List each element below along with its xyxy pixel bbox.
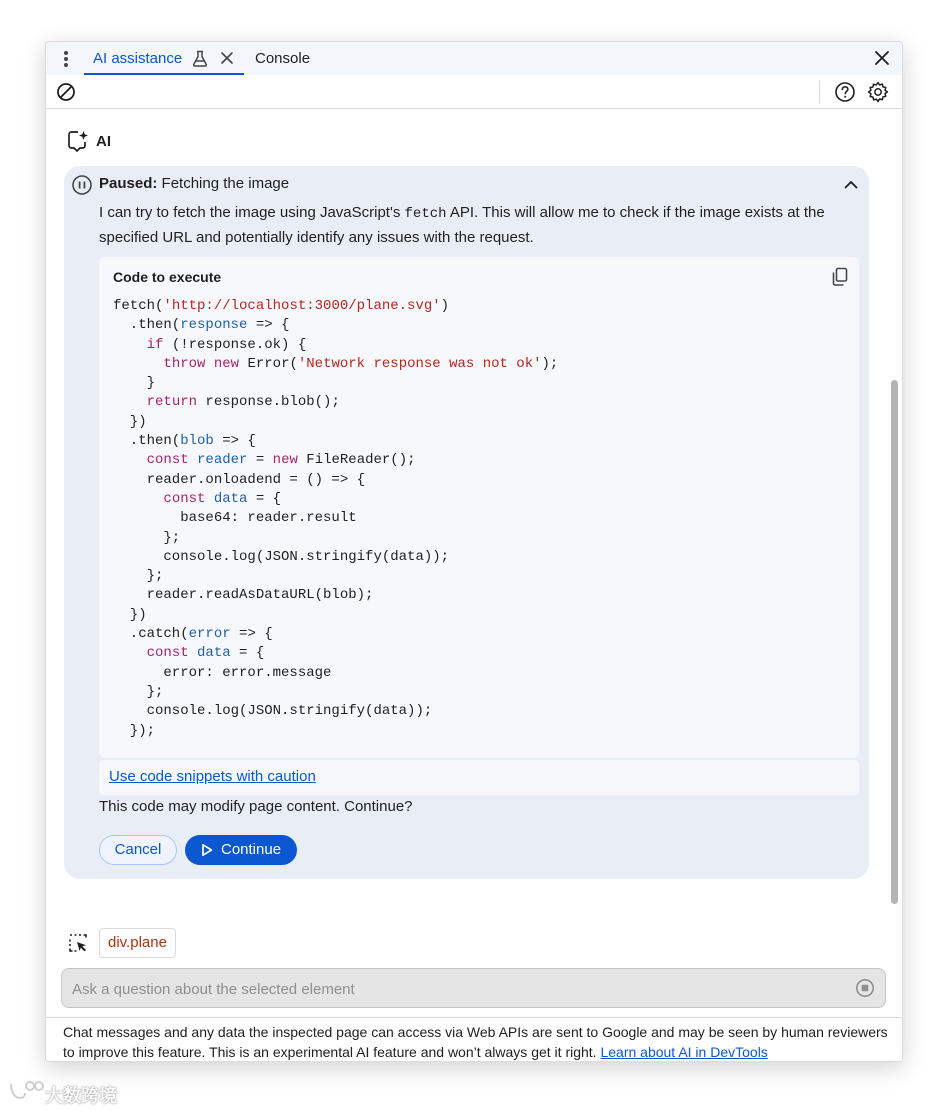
- close-icon[interactable]: [219, 50, 235, 66]
- code-line: [113, 626, 273, 642]
- code-token: [113, 394, 147, 410]
- learn-more-link[interactable]: Learn about AI in DevTools: [600, 1044, 768, 1060]
- select-element-icon[interactable]: [68, 933, 88, 953]
- context-chip[interactable]: div.plane: [99, 928, 176, 958]
- step-status-text: Fetching the image: [157, 175, 290, 192]
- code-token: const: [146, 452, 189, 469]
- code-line: [113, 298, 449, 314]
- code-line: [113, 665, 331, 681]
- toolbar: [46, 75, 902, 109]
- code-token: response.blob();: [197, 394, 340, 411]
- sparkle-icon: [66, 129, 90, 153]
- code-token: };: [113, 529, 181, 546]
- code-token: [113, 645, 147, 661]
- code-token: [189, 645, 197, 661]
- code-line: [113, 472, 365, 488]
- code-token: FileReader();: [297, 452, 416, 469]
- code-token: response: [180, 317, 248, 334]
- stop-icon[interactable]: [855, 978, 875, 998]
- code-line: [113, 356, 558, 372]
- code-token: error: error.message: [113, 664, 332, 681]
- code-line: [113, 607, 147, 623]
- desc-code: fetch: [404, 206, 447, 222]
- code-line: [113, 375, 155, 391]
- code-line: [113, 452, 416, 468]
- code-token: throw: [163, 355, 206, 372]
- code-token: new: [272, 452, 298, 469]
- code-token: [113, 337, 147, 353]
- watermark-logo-icon: [8, 1078, 44, 1104]
- code-token: [113, 356, 163, 372]
- code-line: [113, 510, 357, 526]
- code-token: =: [247, 452, 273, 469]
- code-token: const: [146, 645, 189, 662]
- code-token: [205, 356, 213, 372]
- code-line: [113, 587, 373, 603]
- code-token: (!response.ok) {: [163, 336, 307, 353]
- code-content: [113, 297, 558, 741]
- code-token: data: [197, 645, 231, 662]
- ask-input[interactable]: [70, 976, 844, 1002]
- continue-label: Continue: [221, 841, 282, 858]
- code-token: console.log(JSON.stringify(data));: [113, 548, 450, 565]
- code-token: => {: [247, 317, 290, 334]
- caution-bar: [99, 760, 859, 795]
- code-token: [189, 452, 197, 468]
- continue-button[interactable]: [185, 835, 297, 865]
- code-token: }: [113, 375, 156, 392]
- code-line: [113, 317, 289, 333]
- code-token: [113, 491, 163, 507]
- toolbar-divider: [819, 81, 820, 103]
- watermark-text: 大数跨境: [45, 1086, 117, 1106]
- code-line: [113, 433, 256, 449]
- code-token: => {: [213, 433, 256, 450]
- code-token: }): [113, 606, 147, 623]
- code-token: base64: reader.result: [113, 510, 357, 527]
- code-token: = {: [230, 645, 265, 662]
- help-icon[interactable]: [834, 81, 856, 103]
- code-token: console.log(JSON.stringify(data));: [113, 703, 433, 720]
- tab-console[interactable]: Console: [255, 50, 311, 67]
- disclaimer-text: [63, 1022, 893, 1062]
- code-token: [113, 452, 147, 468]
- code-token: data: [213, 490, 248, 507]
- desc-after: API. This will allow me to check if the image exists at the specified URL and potentially identify any issues with the request.: [99, 204, 825, 246]
- code-token: = {: [247, 490, 282, 507]
- cancel-button[interactable]: Cancel: [99, 835, 177, 865]
- code-token: error: [188, 626, 231, 643]
- agent-step-panel: [64, 166, 869, 879]
- code-token: Error(: [239, 355, 298, 372]
- code-token: ): [440, 298, 450, 314]
- code-token: .then(: [113, 317, 181, 334]
- code-line: [113, 337, 306, 353]
- code-token: return: [146, 394, 198, 411]
- code-token: if: [146, 336, 164, 353]
- ask-box: [61, 968, 886, 1008]
- code-token: [205, 491, 213, 507]
- code-token: reader.readAsDataURL(blob);: [113, 587, 374, 604]
- code-token: .catch(: [113, 626, 189, 643]
- kebab-icon[interactable]: [58, 49, 74, 69]
- desc-before: I can try to fetch the image using JavaScript's: [99, 204, 405, 221]
- code-line: [113, 684, 163, 700]
- code-token: };: [113, 568, 164, 585]
- disclaimer-body: Chat messages and any data the inspected page can access via Web APIs are sent to Google and may be seen by human reviewers to improve this feature. This is an experimental AI feature and won’t always get it right.: [63, 1024, 888, 1060]
- ai-label: AI: [96, 133, 111, 150]
- code-token: );: [541, 355, 559, 372]
- code-line: [113, 530, 180, 546]
- code-line: [113, 723, 155, 739]
- code-line: [113, 645, 264, 661]
- tab-bar: [46, 42, 902, 76]
- code-token: .then(: [113, 433, 181, 450]
- step-status-bold: Paused:: [99, 175, 158, 192]
- step-status: [99, 175, 289, 192]
- step-description: [99, 201, 859, 250]
- tab-ai-assistance-label: AI assistance: [93, 50, 183, 67]
- code-block: [99, 257, 859, 758]
- gear-icon[interactable]: [867, 81, 889, 103]
- block-icon[interactable]: [56, 82, 76, 102]
- code-line: [113, 394, 340, 410]
- code-token: blob: [180, 433, 214, 450]
- code-token: 'Network response was not ok': [297, 355, 542, 372]
- code-token: => {: [230, 626, 273, 643]
- pause-icon: [71, 174, 93, 196]
- code-block-title: Code to execute: [113, 269, 222, 285]
- code-line: [113, 414, 147, 430]
- code-token: }): [113, 413, 147, 430]
- code-token: 'http://localhost:3000/plane.svg': [163, 298, 441, 314]
- code-token: fetch(: [113, 298, 164, 314]
- scrollbar-thumb[interactable]: [891, 380, 898, 904]
- play-icon: [201, 843, 213, 857]
- confirm-text: This code may modify page content. Continue?: [99, 798, 413, 815]
- close-panel-icon[interactable]: [874, 50, 890, 66]
- copy-icon[interactable]: [831, 267, 849, 287]
- disclaimer-footer: [46, 1017, 902, 1062]
- code-token: reader.onloadend = () => {: [113, 471, 366, 488]
- code-line: [113, 703, 432, 719]
- code-token: new: [213, 355, 240, 372]
- code-token: });: [113, 722, 156, 739]
- flask-icon: [192, 50, 208, 67]
- code-token: const: [163, 490, 206, 507]
- code-line: [113, 549, 449, 565]
- code-line: [113, 568, 163, 584]
- caution-link[interactable]: Use code snippets with caution: [109, 768, 316, 785]
- chevron-up-icon[interactable]: [842, 176, 860, 194]
- code-token: reader: [197, 452, 248, 469]
- devtools-window: [45, 41, 903, 1062]
- code-line: [113, 491, 281, 507]
- code-token: };: [113, 683, 164, 700]
